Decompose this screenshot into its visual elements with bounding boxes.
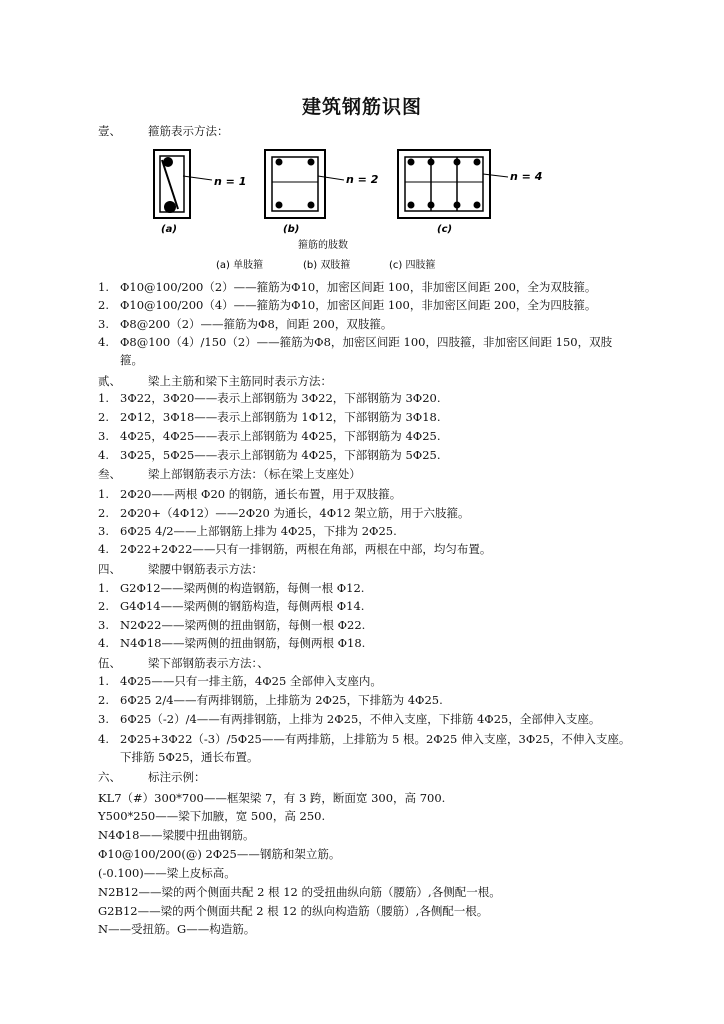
text-line [98, 409, 440, 425]
line-text: Φ10@100/200（4）——箍筋为Φ10，加密区间距 100，非加密区间距 200，全为四肢箍。 [120, 298, 597, 312]
text-line [98, 769, 206, 785]
line-text: 箍。 [120, 353, 143, 367]
section-number: 伍、 [98, 656, 121, 670]
line-text: 4Φ25——只有一排主筋，4Φ25 全部伸入支座内。 [120, 674, 382, 688]
line-text: 2Φ22+2Φ22——只有一排钢筋，两根在角部，两根在中部，均匀布置。 [120, 542, 492, 556]
line-text: G2B12——梁的两个侧面共配 2 根 12 的纵向构造筋（腰筋）,各侧配一根。 [98, 904, 489, 918]
item-number: 3. [98, 429, 109, 443]
line-text: G4Φ14——梁两侧的钢筋构造，每侧两根 Φ14. [120, 599, 365, 613]
item-number: 3. [98, 618, 109, 632]
line-text: Φ8@100（4）/150（2）——箍筋为Φ8，加密区间距 100，四肢箍，非加密区间距 150，双肢 [120, 335, 613, 349]
item-number: 1. [98, 674, 109, 688]
text-line [98, 523, 397, 539]
line-text: 梁上部钢筋表示方法：（标在梁上支座处） [148, 467, 361, 481]
item-number: 2. [98, 298, 109, 312]
line-text: Φ10@100/200（2）——箍筋为Φ10，加密区间距 100，非加密区间距 200，全为双肢箍。 [120, 280, 597, 294]
line-text: 2Φ12，3Φ18——表示上部钢筋为 1Φ12，下部钢筋为 3Φ18. [120, 410, 441, 424]
text-line [98, 827, 254, 843]
section-number: 叁、 [98, 467, 121, 481]
line-text: 梁上主筋和梁下主筋同时表示方法： [148, 374, 332, 388]
line-text: KL7（#）300*700——框架梁 7，有 3 跨，断面宽 300，高 700. [98, 791, 446, 805]
text-line [98, 541, 491, 557]
text-line [98, 297, 596, 313]
line-text: 2Φ20——两根 Φ20 的钢筋，通长布置，用于双肢箍。 [120, 487, 402, 501]
line-text: N2B12——梁的两个侧面共配 2 根 12 的受扭曲纵向筋（腰筋）,各侧配一根。 [98, 885, 501, 899]
text-line [98, 865, 236, 881]
text-line [98, 466, 361, 482]
line-text: Φ8@200（2）——箍筋为Φ8，间距 200，双肢箍。 [120, 317, 393, 331]
section-number: 六、 [98, 770, 121, 784]
item-number: 2. [98, 599, 109, 613]
text-line [98, 334, 612, 350]
text-line [98, 316, 392, 332]
text-line [98, 808, 325, 824]
section-number: 贰、 [98, 374, 121, 388]
label-n1: n = 1 [214, 175, 247, 188]
line-text: N2Φ22——梁两侧的扭曲钢筋，每侧一根 Φ22. [120, 618, 366, 632]
label-n4: n = 4 [510, 170, 543, 183]
line-text: 标注示例： [148, 770, 206, 784]
line-text: 3Φ25，5Φ25——表示上部钢筋为 4Φ25，下部钢筋为 5Φ25. [120, 448, 441, 462]
text-line [120, 749, 259, 765]
line-text: 梁腰中钢筋表示方法： [148, 562, 263, 576]
text-line [98, 598, 364, 614]
text-line [98, 373, 332, 389]
line-text: 2Φ25+3Φ22（-3）/5Φ25——有两排筋，上排筋为 5 根。2Φ25 伸入支座，3Φ25，不伸入支座。 [120, 732, 631, 746]
line-text: 3Φ22，3Φ20——表示上部钢筋为 3Φ22，下部钢筋为 3Φ20. [120, 391, 441, 405]
line-text: 6Φ25 2/4——有两排钢筋，上排筋为 2Φ25，下排筋为 4Φ25. [120, 693, 443, 707]
text-line [120, 352, 143, 368]
item-number: 4. [98, 732, 109, 746]
diagram-sub-a: (a) 单肢箍 [216, 260, 264, 271]
text-line [98, 790, 445, 806]
diagram-caption: 箍筋的肢数 [298, 240, 348, 251]
item-number: 3. [98, 712, 109, 726]
item-number: 1. [98, 581, 109, 595]
item-number: 2. [98, 506, 109, 520]
page-title: 建筑钢筋识图 [301, 96, 422, 118]
section-number: 壹、 [98, 124, 121, 138]
line-text: 下排筋 5Φ25，通长布置。 [120, 750, 259, 764]
stirrup-b-figure [265, 150, 344, 218]
item-number: 4. [98, 335, 109, 349]
label-a: (a) [161, 224, 177, 235]
line-text: Φ10@100/200(@) 2Φ25——钢筋和架立筋。 [98, 847, 341, 861]
text-line [98, 673, 382, 689]
item-number: 4. [98, 448, 109, 462]
item-number: 1. [98, 391, 109, 405]
text-line [98, 447, 440, 463]
item-number: 2. [98, 693, 109, 707]
text-line [98, 561, 263, 577]
text-line [98, 580, 364, 596]
line-text: 梁下部钢筋表示方法：、 [148, 656, 269, 670]
stirrup-c-figure [398, 150, 508, 218]
label-n2: n = 2 [346, 173, 379, 186]
text-line [98, 731, 630, 747]
line-text: N4Φ18——梁两侧的扭曲钢筋，每侧两根 Φ18. [120, 636, 366, 650]
text-line [98, 486, 401, 502]
label-b: (b) [283, 224, 300, 235]
line-text: 6Φ25 4/2——上部钢筋上排为 4Φ25，下排为 2Φ25. [120, 524, 397, 538]
section-number: 四、 [98, 562, 121, 576]
item-number: 1. [98, 487, 109, 501]
text-line [98, 903, 488, 919]
text-line [98, 711, 600, 727]
text-line [98, 692, 443, 708]
line-text: 箍筋表示方法： [148, 124, 229, 138]
line-text: Y500*250——梁下加腋，宽 500，高 250. [98, 809, 326, 823]
text-line [98, 846, 340, 862]
line-text: N——受扭筋。G——构造筋。 [98, 922, 256, 936]
line-text: G2Φ12——梁两侧的构造钢筋，每侧一根 Φ12. [120, 581, 365, 595]
item-number: 4. [98, 636, 109, 650]
diagram-sub-b: (b) 双肢箍 [303, 260, 351, 271]
diagram-sub-c: (c) 四肢箍 [389, 260, 436, 271]
text-line [98, 428, 440, 444]
item-number: 3. [98, 317, 109, 331]
text-line [98, 390, 440, 406]
text-line [98, 655, 269, 671]
text-line [98, 505, 469, 521]
line-text: N4Φ18——梁腰中扭曲钢筋。 [98, 828, 255, 842]
text-line [98, 884, 501, 900]
item-number: 3. [98, 524, 109, 538]
text-line [98, 279, 596, 295]
item-number: 4. [98, 542, 109, 556]
line-text: 4Φ25，4Φ25——表示上部钢筋为 4Φ25，下部钢筋为 4Φ25. [120, 429, 441, 443]
text-line [98, 123, 229, 139]
line-text: 2Φ20+（4Φ12）——2Φ20 为通长，4Φ12 架立筋，用于六肢箍。 [120, 506, 470, 520]
item-number: 2. [98, 410, 109, 424]
item-number: 1. [98, 280, 109, 294]
line-text: 6Φ25（-2）/4——有两排钢筋，上排为 2Φ25，不伸入支座，下排筋 4Φ25，全部伸入支座。 [120, 712, 601, 726]
text-line [98, 617, 365, 633]
line-text: (-0.100)——梁上皮标高。 [98, 866, 236, 880]
text-line [98, 635, 365, 651]
text-line [98, 921, 255, 937]
label-c: (c) [437, 224, 453, 235]
stirrup-a-figure [154, 150, 212, 218]
